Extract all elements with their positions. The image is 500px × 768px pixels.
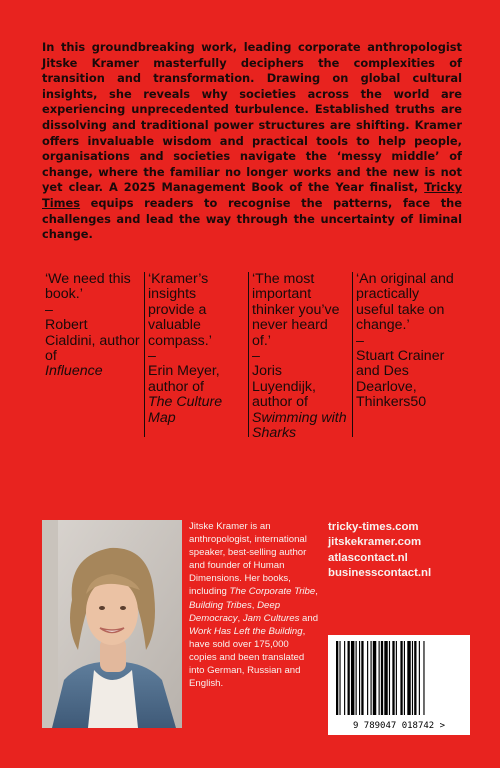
barcode-bar bbox=[344, 641, 345, 715]
quote-work: Swimming with Sharks bbox=[252, 409, 347, 442]
author-bio bbox=[189, 520, 319, 690]
quote-work: Influence bbox=[45, 363, 103, 380]
quote-dash: – bbox=[148, 348, 156, 365]
quote-dash: – bbox=[252, 348, 260, 365]
barcode-bar bbox=[423, 641, 424, 715]
bio-book-title: Jam Cultures bbox=[242, 612, 300, 624]
barcode-bar bbox=[400, 641, 402, 715]
barcode-bar bbox=[348, 641, 350, 715]
link-tricky-times[interactable]: tricky-times.com bbox=[328, 521, 419, 533]
barcode-bar bbox=[381, 641, 383, 715]
barcode-bar bbox=[336, 641, 338, 715]
quote-text: ‘We need this book.’ bbox=[45, 271, 131, 303]
barcode-bar bbox=[359, 641, 360, 715]
barcode-bar bbox=[389, 641, 390, 715]
barcode-bar bbox=[371, 641, 372, 715]
bio-book-title: Work Has Left the Building bbox=[189, 625, 303, 637]
quote-text: ‘Kramer’s insights provide a valuable compass.’ bbox=[148, 271, 212, 349]
quote-text: ‘The most important thinker you’ve never heard of.’ bbox=[252, 271, 340, 349]
quote-work: The Culture Map bbox=[148, 394, 223, 426]
barcode-bar bbox=[414, 641, 416, 715]
barcode-bar bbox=[351, 641, 354, 715]
author-photo bbox=[42, 520, 182, 728]
bio-separator: and bbox=[299, 612, 319, 624]
bio-separator: , bbox=[251, 599, 258, 611]
bio-text: Jitske Kramer is an anthropologist, international speaker, best-selling author and founder of Human Dimensions. Her books, including bbox=[189, 521, 307, 598]
quote-attribution: Joris Luyendijk, author of bbox=[252, 363, 316, 411]
quote-attribution: Stuart Crainer and Des Dearlove, Thinkers50 bbox=[356, 348, 445, 411]
barcode-bar bbox=[396, 641, 397, 715]
quote-dash: – bbox=[356, 332, 364, 349]
barcode-bar bbox=[419, 641, 420, 715]
website-links bbox=[328, 520, 478, 582]
quote-meyer bbox=[144, 272, 248, 437]
barcode-bar bbox=[404, 641, 405, 715]
barcode-bar bbox=[367, 641, 368, 715]
barcode-bar bbox=[339, 641, 340, 715]
back-cover-blurb bbox=[42, 40, 462, 243]
bio-book-title: Building Tribes bbox=[189, 599, 252, 611]
isbn-barcode bbox=[328, 635, 470, 735]
bio-text: , have sold over 175,000 copies and been translated into German, Russian and English. bbox=[189, 625, 306, 690]
bio-separator: , bbox=[315, 586, 318, 598]
bio-book-title: Deep Democracy bbox=[189, 599, 281, 624]
barcode-bar bbox=[412, 641, 413, 715]
quote-text: ‘An original and practically useful take on change.’ bbox=[356, 271, 454, 334]
quote-thinkers50 bbox=[352, 272, 460, 437]
quote-dash: – bbox=[45, 301, 53, 318]
barcode-bar bbox=[379, 641, 380, 715]
isbn-digits: 9 789047 018742 bbox=[352, 721, 435, 731]
barcode-bar bbox=[356, 641, 357, 715]
barcode-bar bbox=[407, 641, 410, 715]
isbn-add-on-mark: > bbox=[439, 721, 446, 731]
bio-book-title: The Corporate Tribe bbox=[229, 586, 316, 598]
quote-cialdini bbox=[42, 272, 144, 437]
bio-separator: , bbox=[237, 612, 243, 624]
link-atlas-contact[interactable]: atlascontact.nl bbox=[328, 551, 408, 564]
barcode-bar bbox=[373, 641, 376, 715]
barcode-bars bbox=[334, 641, 464, 715]
link-business-contact[interactable]: businesscontact.nl bbox=[328, 567, 432, 580]
barcode-bar bbox=[361, 641, 363, 715]
endorsement-quotes bbox=[42, 271, 460, 442]
book-title: Tricky Times bbox=[42, 180, 462, 210]
quote-attribution: Robert Cialdini, author of bbox=[45, 317, 140, 365]
barcode-bar bbox=[392, 641, 394, 715]
blurb-text-1: In this groundbreaking work, leading corporate anthropologist Jitske Kramer masterfully deciphers the complexities of transition and transformation. Drawing on global cultural insights, she reveals why societies across the world are experiencing unprecedented turbulence. Established truths are dissolving and traditional power structures are shifting. Kramer offers invaluable wisdom and practical tools to help people, organisations and societies navigate the ‘messy middle’ of change, where the familiar no longer works and the new is not yet clear. A 2025 Management Book of the Year finalist, bbox=[42, 40, 462, 195]
barcode-bar bbox=[384, 641, 387, 715]
blurb-text-2: equips readers to recognise the patterns, face the challenges and lead the way through the uncertainty of liminal change. bbox=[42, 195, 462, 242]
link-jitske-kramer[interactable]: jitskekramer.com bbox=[328, 536, 422, 549]
quote-luyendijk bbox=[248, 271, 352, 442]
quote-attribution: Erin Meyer, author of bbox=[148, 363, 220, 395]
isbn-number bbox=[328, 721, 470, 731]
